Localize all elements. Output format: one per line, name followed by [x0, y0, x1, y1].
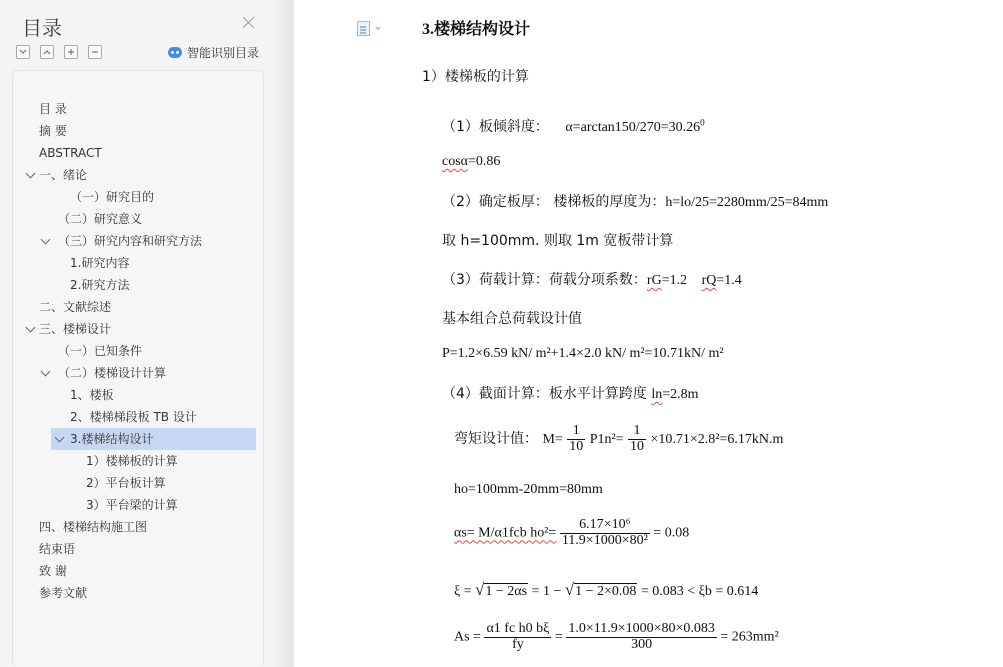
as-fraction-1: [484, 622, 551, 652]
toc-item[interactable]: [13, 538, 263, 560]
collapse-all-icon[interactable]: [40, 45, 54, 59]
toc-item-label: （三）研究内容和研究方法: [58, 234, 203, 248]
xi-root-2: 1 − 2×0.08: [575, 584, 637, 599]
toc-item-label: ABSTRACT: [39, 146, 102, 160]
toc-item[interactable]: [13, 494, 263, 516]
ai-toc-button[interactable]: [168, 44, 259, 61]
toc-item[interactable]: [13, 406, 263, 428]
as-num-2: 1.0×11.9×1000×80×0.083: [568, 621, 715, 636]
chevron-down-icon[interactable]: [25, 318, 37, 340]
alpha-s-den: 11.9×1000×80²: [561, 532, 648, 548]
toc-item-label: 2、楼梯梯段板 TB 设计: [70, 410, 197, 424]
as-num-1: α1 fc h0 bξ: [486, 621, 550, 636]
para-moment: [454, 424, 783, 454]
toc-item[interactable]: [13, 98, 263, 120]
slope-label: （1）板倾斜度：: [442, 119, 549, 135]
toc-item[interactable]: [51, 428, 256, 450]
section-heading: 3.楼梯结构设计: [422, 21, 531, 38]
para-ho: ho=100mm-20mm=80mm: [454, 482, 603, 497]
ai-robot-icon: [168, 47, 182, 58]
alpha-s-lhs: αs= M/α1fcb ho²=: [454, 525, 557, 541]
toc-item[interactable]: [13, 384, 263, 406]
chevron-down-icon[interactable]: [54, 428, 66, 450]
toc-item[interactable]: [13, 340, 263, 362]
toc-item-label: 1.研究内容: [70, 256, 130, 270]
para-thickness: [442, 191, 828, 211]
toc-item[interactable]: [13, 582, 263, 604]
chevron-down-icon[interactable]: [25, 164, 37, 186]
add-heading-icon[interactable]: [64, 45, 78, 59]
chevron-down-icon[interactable]: [375, 27, 381, 31]
toc-item-label: 四、楼梯结构施工图: [39, 520, 148, 534]
toc-item-label: （一）研究目的: [70, 190, 155, 204]
moment-mid: P1n²=: [589, 432, 624, 448]
para-cos: [442, 154, 500, 170]
toc-item[interactable]: [13, 186, 263, 208]
chevron-down-icon[interactable]: [40, 362, 52, 384]
toc-item[interactable]: [13, 164, 263, 186]
sqrt-icon: √: [475, 580, 485, 599]
chevron-down-icon[interactable]: [40, 230, 52, 252]
alpha-s-num: 6.17×10⁶: [560, 518, 650, 534]
toc-item[interactable]: [13, 560, 263, 582]
toc-item[interactable]: [13, 516, 263, 538]
document-icon[interactable]: [357, 21, 370, 36]
rq-value: =1.4: [716, 273, 742, 288]
cos-value: =0.86: [468, 154, 501, 169]
toc-item-label: 2）平台板计算: [86, 476, 166, 490]
sidebar-title: 目录: [22, 16, 62, 40]
moment-m: M=: [542, 432, 563, 448]
toc-item-label: （一）已知条件: [58, 344, 143, 358]
para-load-factors: [442, 269, 742, 289]
toc-item-label: 一、绪论: [39, 168, 88, 182]
rg-value: =1.2: [661, 273, 688, 288]
toc-item-label: 致 谢: [39, 564, 67, 578]
subsection-heading: 1）楼梯板的计算: [422, 69, 529, 85]
toc-item-label: 3.楼梯结构设计: [70, 432, 154, 446]
para-span: [442, 383, 699, 403]
xi-result: = 0.083 < ξb = 0.614: [640, 584, 759, 599]
toc-item-label: 3）平台梁的计算: [86, 498, 178, 512]
thickness-formula: h=lo/25=2280mm/25=84mm: [665, 195, 829, 210]
moment-fraction-2: [628, 424, 646, 454]
para-as: [454, 622, 779, 652]
toc-item[interactable]: [13, 120, 263, 142]
slope-degree: 0: [700, 117, 705, 128]
toc-item-label: 1）楼梯板的计算: [86, 454, 178, 468]
toc-item[interactable]: [13, 472, 263, 494]
toc-item[interactable]: [13, 252, 263, 274]
para-load-value: P=1.2×6.59 kN/ m²+1.4×2.0 kN/ m²=10.71kN/ m²: [442, 346, 724, 361]
as-den-1: fy: [512, 636, 524, 652]
frac2-den: 10: [630, 438, 645, 454]
toc-item[interactable]: [13, 362, 263, 384]
as-lhs: As =: [454, 629, 485, 645]
toc-toolbar: [16, 45, 102, 59]
para-load-title: 基本组合总荷载设计值: [442, 311, 582, 327]
remove-heading-icon[interactable]: [88, 45, 102, 59]
toc-item[interactable]: [13, 296, 263, 318]
toc-item-label: 二、文献综述: [39, 300, 112, 314]
cos-term: cosα: [442, 154, 468, 169]
document-page[interactable]: [294, 0, 1003, 667]
toc-item-label: 2.研究方法: [70, 278, 130, 292]
toc-item[interactable]: [13, 274, 263, 296]
toc-item[interactable]: [13, 208, 263, 230]
moment-label: 弯矩设计值：: [454, 431, 538, 448]
span-value: =2.8m: [662, 387, 699, 402]
as-fraction-2: [566, 622, 717, 652]
alpha-s-result: = 0.08: [653, 525, 690, 541]
toc-item[interactable]: [13, 318, 263, 340]
thickness-label: （2）确定板厚： 楼梯板的厚度为：: [442, 194, 666, 210]
toc-item-label: （二）研究意义: [58, 212, 143, 226]
toc-panel: [12, 70, 264, 667]
span-symbol: ln: [651, 387, 663, 402]
moment-tail: ×10.71×2.8²=6.17kN.m: [650, 432, 784, 448]
close-icon[interactable]: [241, 15, 257, 31]
span-label: （4）截面计算：板水平计算跨度: [442, 386, 647, 402]
rq-symbol: rQ: [701, 273, 717, 288]
sqrt-icon: √: [564, 580, 575, 599]
alpha-s-fraction: [560, 518, 650, 548]
toc-sidebar: [0, 0, 276, 667]
toc-item-label: 参考文献: [39, 586, 88, 600]
frac1-den: 10: [569, 438, 584, 454]
as-result: = 263mm²: [720, 629, 779, 645]
para-alpha-s: [454, 518, 689, 548]
toc-item-label: 1、楼板: [70, 388, 114, 402]
as-den-2: 300: [631, 636, 653, 652]
expand-all-icon[interactable]: [16, 45, 30, 59]
xi-mid: = 1 −: [531, 584, 565, 599]
as-eq: =: [554, 629, 567, 645]
toc-item[interactable]: [13, 142, 263, 164]
ai-toc-label: 智能识别目录: [187, 46, 260, 60]
xi-lhs: ξ =: [454, 584, 476, 599]
slope-formula: α=arctan150/270=30.26: [565, 120, 701, 135]
toc-item[interactable]: [13, 450, 263, 472]
para-slope: [442, 116, 705, 136]
frac1-num: 1: [567, 424, 585, 440]
para-thickness-choice: 取 h=100mm. 则取 1m 宽板带计算: [442, 233, 674, 249]
moment-fraction-1: [567, 424, 585, 454]
toc-item[interactable]: [13, 230, 263, 252]
load-factor-label: （3）荷载计算：荷载分项系数：: [442, 272, 647, 288]
toc-item-label: 目 录: [39, 102, 67, 116]
toc-item-label: 结束语: [39, 542, 76, 556]
para-xi: [454, 580, 758, 600]
frac2-num: 1: [628, 424, 646, 440]
rg-symbol: rG: [646, 273, 662, 288]
toc-item-label: 三、楼梯设计: [39, 322, 112, 336]
pane-splitter[interactable]: [276, 0, 294, 667]
toc-item-label: 摘 要: [39, 124, 67, 138]
xi-root-1: 1 − 2αs: [485, 584, 528, 599]
toc-item-label: （二）楼梯设计计算: [58, 366, 167, 380]
